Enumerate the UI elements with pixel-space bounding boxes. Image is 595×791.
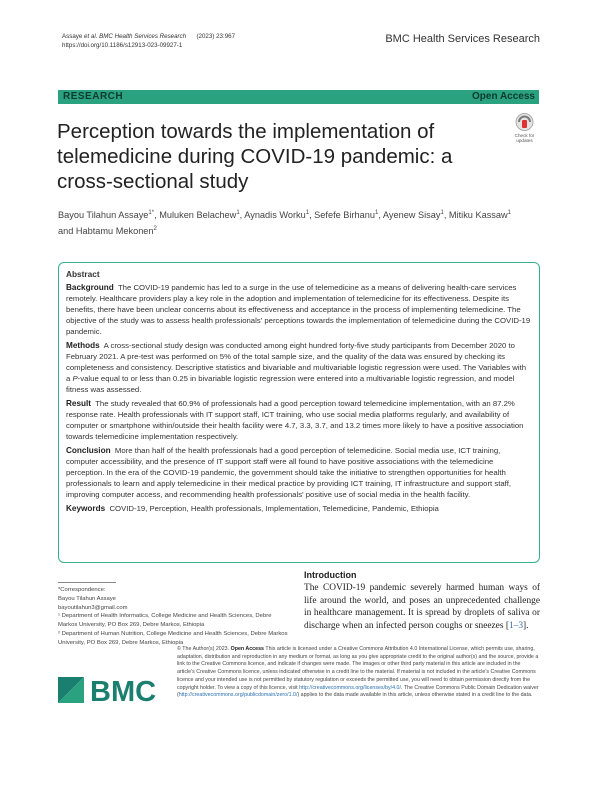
author-name[interactable]: Bayou Tilahun Assaye bbox=[58, 210, 149, 221]
citation-header bbox=[62, 33, 235, 50]
author-separator: , bbox=[309, 210, 315, 221]
article-type-label: RESEARCH bbox=[63, 91, 124, 102]
license-copyright: © The Author(s) 2023. bbox=[177, 646, 230, 652]
author-affiliation-marker: 2 bbox=[153, 226, 157, 233]
article-type-band bbox=[58, 90, 539, 104]
keywords-label: Keywords bbox=[66, 504, 106, 513]
doi-link[interactable]: https://doi.org/10.1186/s12913-023-09927-1 bbox=[62, 41, 183, 49]
article-title: Perception towards the implementation of telemedicine during COVID-19 pandemic: a cross-sectional study bbox=[57, 120, 453, 193]
license-url-1[interactable]: http://creativecommons.org/licenses/by/4.0/ bbox=[299, 684, 401, 691]
affiliation-2: ² Department of Human Nutrition, College Medicine and Health Sciences, Debre Markos University, PO Box 269, Debre Markos, Ethiopia bbox=[58, 630, 288, 646]
bmc-logo-mark bbox=[58, 675, 168, 705]
license-body-a: This article is licensed under a Creative Commons Attribution 4.0 International License, which permits use, sharing, adaptation, distribution and reproduction in any medium or format, as long as you give appropriate credit to the original author(s) and the source, provide a link to the Creative Commons licence, and indicate if changes were made. The images or other third party material in this article are included in the article's Creative Commons licence, unless indicated otherwise in a credit line to the material. If material is not included in the article's Creative Commons licence and your intended use is not permitted by statutory regulation or exceeds the permitted use, you will need to obtain permission directly from the copyright holder. To view a copy of this licence, visit bbox=[177, 646, 539, 691]
author-name[interactable]: Aynadis Worku bbox=[244, 210, 306, 221]
correspondence-label: *Correspondence: bbox=[58, 587, 106, 593]
conclusion-text: More than half of the health professionals had a good perception of telemedicine. Social media use, ICT training, computer accessibility, and the presence of IT support staff were all found to have positive associations with the telemedicine perception. In the era of the COVID-19 pandemic, the government should take the initiative to strengthen opportunities for health professionals to learn and apply telemedicine in their medical practice by providing ICT training, IT infrastructure and support staff, improving computer access, and recommending health professionals' positive use of social media in the health facility. bbox=[66, 446, 511, 499]
conclusion-label: Conclusion bbox=[66, 446, 111, 455]
citation-ref[interactable]: 1–3 bbox=[508, 620, 524, 631]
methods-label: Methods bbox=[66, 341, 100, 350]
author-name[interactable]: Habtamu Mekonen bbox=[75, 226, 154, 237]
author-affiliation-marker: 1 bbox=[305, 210, 310, 216]
methods-p: P bbox=[72, 374, 78, 383]
background-text: The COVID-19 pandemic has led to a surge in the use of telemedicine as a means of delivering health-care services remotely. Healthcare providers play a key role in the adoption and implementation of telemedicine for its effectiveness. Despite its benefits, there have been unclear concerns about its effectiveness and acceptance in the process of implementing telemedicine. The objective of the study was to assess health professionals' perceptions towards the implementation of telemedicine during the COVID-19 pandemic. bbox=[66, 283, 531, 336]
bmc-logo bbox=[58, 675, 168, 705]
author-affiliation-marker: 1 bbox=[507, 210, 511, 216]
result-label: Result bbox=[66, 399, 92, 408]
affiliation-1: ¹ Department of Health Informatics, College Medicine and Health Sciences, Debre Markos University, PO Box 269, Debre Markos, Ethiopia bbox=[58, 613, 272, 629]
introduction-end: ]. bbox=[523, 620, 529, 631]
author-separator: , bbox=[378, 210, 383, 221]
author-affiliation-marker: 1 bbox=[374, 210, 379, 216]
badge-line1: Check for bbox=[514, 133, 535, 138]
citation-year: (2023) 23:967 bbox=[196, 33, 236, 40]
check-updates-icon bbox=[511, 112, 538, 146]
author-separator: , bbox=[154, 210, 160, 221]
correspondence-block bbox=[58, 586, 288, 648]
license-body-c: ) applies to the data made available in this article, unless otherwise stated in a credit line to the data. bbox=[297, 692, 533, 699]
badge-line2: updates bbox=[516, 138, 533, 143]
abstract-keywords bbox=[66, 503, 532, 514]
author-name[interactable]: Muluken Belachew bbox=[159, 210, 237, 221]
check-for-updates-badge[interactable] bbox=[511, 112, 538, 146]
author-name[interactable]: Mitiku Kassaw bbox=[448, 210, 508, 221]
footnote-rule bbox=[58, 582, 116, 583]
introduction-text bbox=[304, 582, 540, 632]
abstract-conclusion bbox=[66, 445, 532, 500]
correspondence-name: Bayou Tilahun Assaye bbox=[58, 595, 116, 602]
introduction-body: The COVID-19 pandemic severely harmed human ways of life around the world, and poses an unprecedented challenge in healthcare management. It is spread by droplets of saliva or discharge when an infected person coughs or sneezes [ bbox=[304, 583, 540, 631]
author-separator: and bbox=[58, 226, 76, 237]
abstract-box bbox=[58, 262, 540, 563]
author-affiliation-marker: 1* bbox=[148, 210, 155, 216]
methods-text-a: A cross-sectional study design was conducted among eight hundred forty-five study participants from December 2020 to February 2021. A pre-test was performed on 5% of the total sample size, and the quality of the data was ensured by checking its completeness and consistency. Descriptive statistics and bivariable and multivariable logistic regression were used. The Variables with a bbox=[66, 341, 527, 383]
author-affiliation-marker: 1 bbox=[236, 210, 240, 216]
result-text: The study revealed that 60.9% of professionals had a good perception toward telemedicine implementation, with an 87.2% response rate. Health professionals with IT support staff, ICT training, who use social media platforms regularly, and availability of computer or smartphone within/outside their health facility were 4.7, 3.3, 3.7, and 13.2 times more likely to have a positive association towards telemedicine implementation respectively. bbox=[66, 399, 524, 441]
author-separator: , bbox=[443, 210, 449, 221]
license-open-access: Open Access bbox=[230, 646, 264, 652]
open-access-label: Open Access bbox=[472, 91, 535, 102]
license-url-2[interactable]: http://creativecommons.org/publicdomain/zero/1.0/ bbox=[178, 692, 298, 699]
introduction-heading: Introduction bbox=[304, 570, 357, 580]
author-name[interactable]: Ayenew Sisay bbox=[382, 210, 441, 221]
abstract-result bbox=[66, 398, 532, 442]
abstract-heading: Abstract bbox=[66, 269, 100, 279]
author-affiliation-marker: 1 bbox=[440, 210, 444, 216]
author-name[interactable]: Sefefe Birhanu bbox=[314, 210, 375, 221]
abstract-methods bbox=[66, 340, 532, 395]
abstract-background bbox=[66, 282, 532, 337]
citation-authors: Assaye bbox=[62, 33, 85, 40]
license-body-b: . The Creative Commons Public Domain Dedication waiver ( bbox=[177, 684, 539, 699]
background-label: Background bbox=[66, 283, 114, 292]
methods-text-b: -value equal to or less than 0.25 in bivariable logistic regression were entered into a multivariable logistic regression, and model fitness was assessed. bbox=[66, 374, 515, 394]
author-separator: , bbox=[239, 210, 245, 221]
keywords-text: COVID-19, Perception, Health professionals, Implementation, Telemedicine, Pandemic, Ethiopia bbox=[109, 504, 439, 513]
correspondence-email[interactable]: bayoutilahun3@gmail.com bbox=[58, 604, 128, 611]
citation-journal: et al. BMC Health Services Research bbox=[84, 33, 187, 40]
license-text bbox=[177, 646, 539, 700]
bmc-logo-text: BMC bbox=[90, 676, 157, 705]
journal-name: BMC Health Services Research bbox=[385, 33, 540, 45]
author-list bbox=[58, 206, 528, 238]
